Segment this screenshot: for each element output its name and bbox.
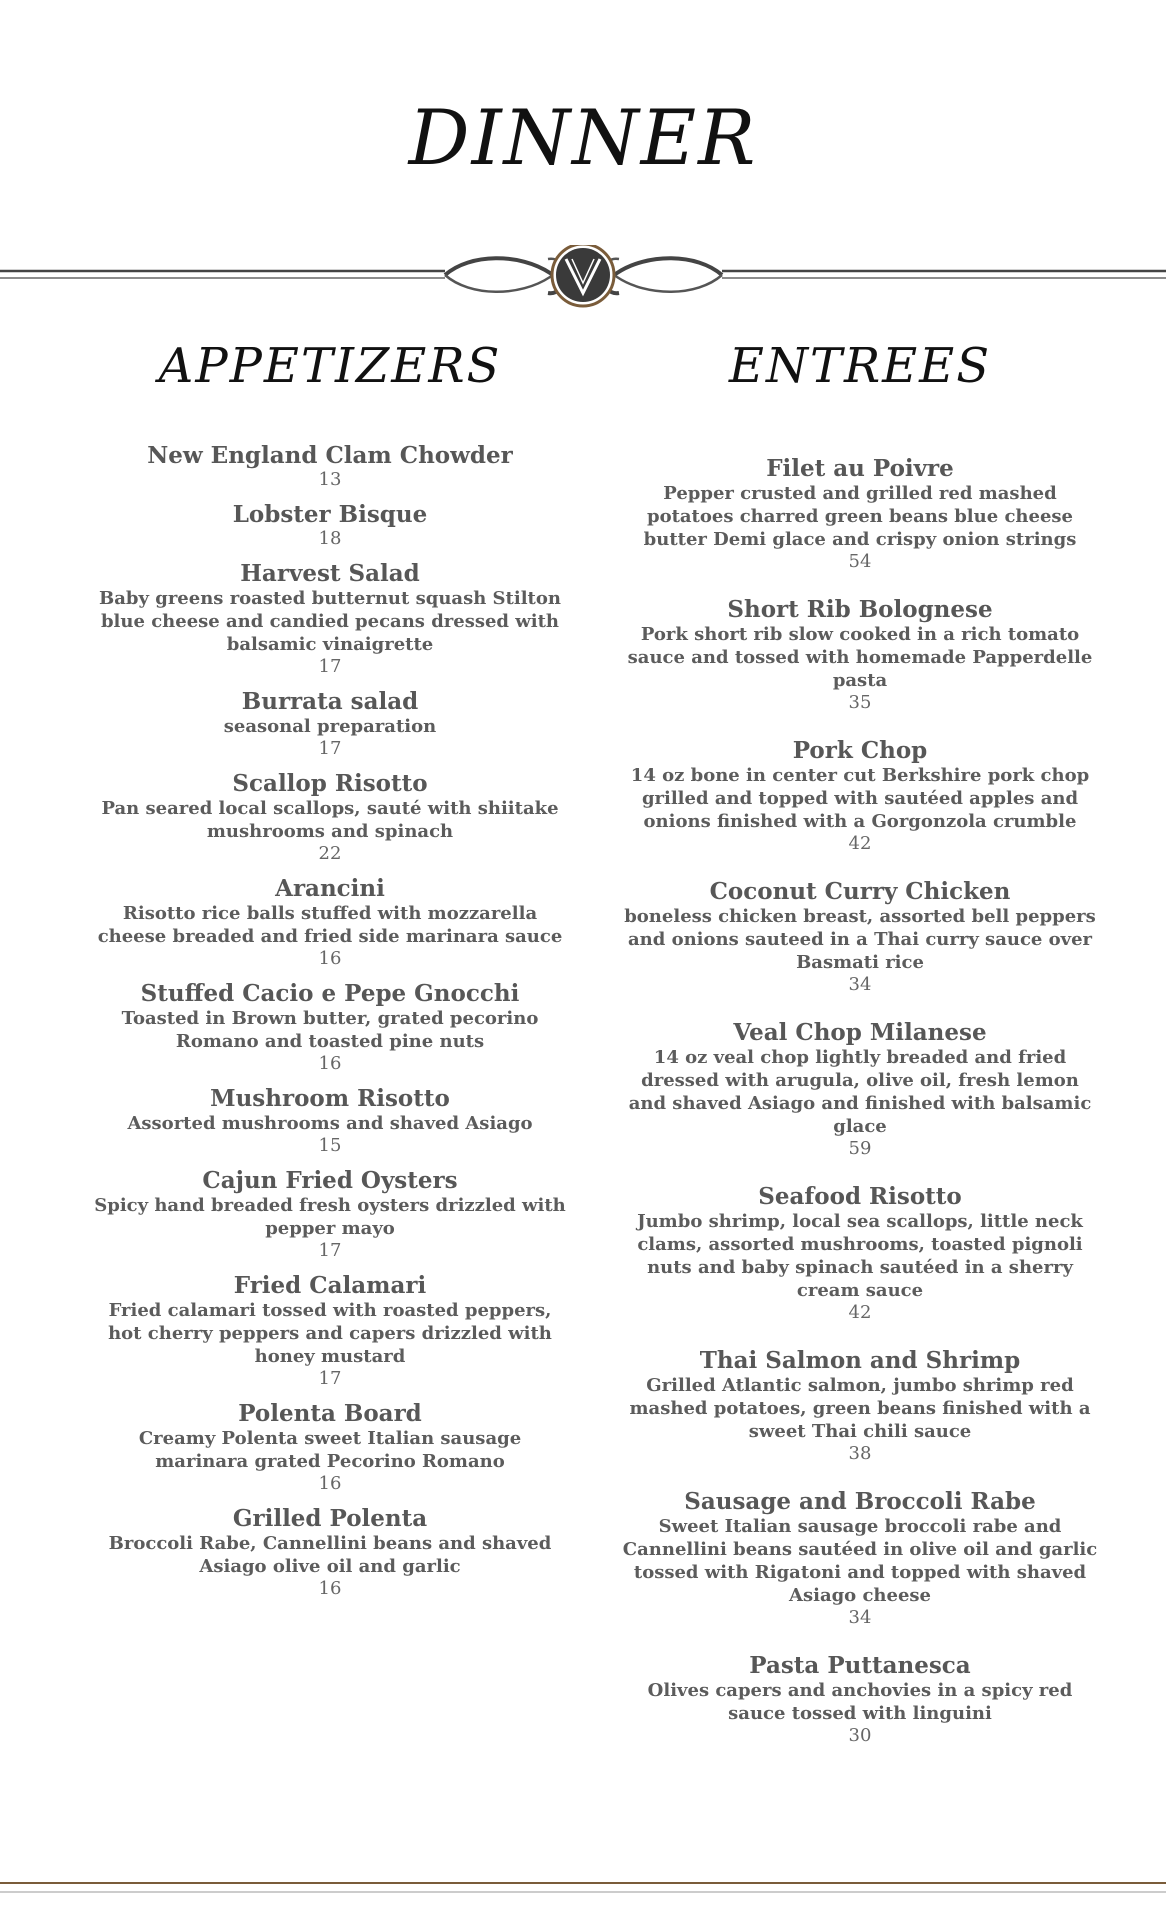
menu-item-name: Cajun Fried Oysters: [202, 1167, 458, 1194]
menu-item-price: 16: [318, 1578, 342, 1599]
menu-item-description: Fried calamari tossed with roasted peppers, hot cherry peppers and capers drizzled with honey mustard: [108, 1300, 552, 1367]
menu-item: [90, 502, 570, 550]
menu-item-description: boneless chicken breast, assorted bell peppers and onions sauteed in a Thai curry sauce over Basmati rice: [624, 906, 1096, 973]
menu-item: [622, 879, 1098, 996]
menu-item-price: 34: [848, 1607, 872, 1628]
menu-item: [622, 738, 1098, 855]
menu-item-name: Fried Calamari: [233, 1272, 427, 1299]
menu-item-description: 14 oz veal chop lightly breaded and fried dressed with arugula, olive oil, fresh lemon and shaved Asiago and finished with balsamic glace: [628, 1047, 1092, 1137]
menu-item: [622, 1020, 1098, 1160]
menu-item-description: Pepper crusted and grilled red mashed potatoes charred green beans blue cheese butter Demi glace and crispy onion strings: [643, 483, 1077, 550]
menu-item-price: 18: [318, 528, 342, 549]
menu-item-price: 17: [318, 656, 342, 677]
menu-item-price: 16: [318, 1473, 342, 1494]
menu-item-description: Assorted mushrooms and shaved Asiago: [127, 1113, 533, 1134]
menu-item-name: New England Clam Chowder: [147, 442, 513, 469]
menu-item-description: Creamy Polenta sweet Italian sausage marinara grated Pecorino Romano: [138, 1428, 522, 1472]
menu-item-name: Coconut Curry Chicken: [709, 878, 1011, 905]
menu-item-description: Olives capers and anchovies in a spicy red sauce tossed with linguini: [647, 1680, 1073, 1724]
appetizers-list: [90, 443, 570, 1600]
menu-item: [622, 597, 1098, 714]
menu-item-name: Thai Salmon and Shrimp: [699, 1347, 1021, 1374]
menu-item-description: Spicy hand breaded fresh oysters drizzled with pepper mayo: [94, 1195, 566, 1239]
menu-item: [90, 689, 570, 760]
menu-item-name: Filet au Poivre: [766, 455, 954, 482]
menu-item: [90, 443, 570, 491]
menu-item-price: 30: [848, 1725, 872, 1746]
menu-item-price: 38: [848, 1443, 872, 1464]
menu-item: [90, 1506, 570, 1600]
entrees-list: [622, 456, 1098, 1747]
menu-item-description: Grilled Atlantic salmon, jumbo shrimp red mashed potatoes, green beans finished with a sweet Thai chili sauce: [629, 1375, 1091, 1442]
menu-item-name: Pasta Puttanesca: [749, 1652, 971, 1679]
menu-item-price: 22: [318, 843, 342, 864]
menu-item-price: 42: [848, 833, 872, 854]
menu-item: [90, 1168, 570, 1262]
menu-item-name: Scallop Risotto: [232, 770, 428, 797]
menu-item-name: Mushroom Risotto: [210, 1085, 450, 1112]
menu-item-description: Toasted in Brown butter, grated pecorino Romano and toasted pine nuts: [121, 1008, 539, 1052]
menu-item-description: Sweet Italian sausage broccoli rabe and Cannellini beans sautéed in olive oil and garlic tossed with Rigatoni and topped with shaved Asiago cheese: [622, 1516, 1098, 1606]
menu-item: [90, 561, 570, 678]
menu-item: [90, 771, 570, 865]
menu-item: [622, 456, 1098, 573]
menu-item: [90, 1273, 570, 1390]
menu-item: [90, 1086, 570, 1157]
menu-item-price: 35: [848, 692, 872, 713]
menu-item: [622, 1489, 1098, 1629]
menu-item-description: Pan seared local scallops, sauté with shiitake mushrooms and spinach: [101, 798, 559, 842]
menu-item-description: Baby greens roasted butternut squash Stilton blue cheese and candied pecans dressed with balsamic vinaigrette: [99, 588, 561, 655]
appetizers-heading: APPETIZERS: [158, 338, 502, 394]
menu-item-name: Grilled Polenta: [232, 1505, 428, 1532]
menu-item-description: Risotto rice balls stuffed with mozzarella cheese breaded and fried side marinara sauce: [97, 903, 563, 947]
menu-item-price: 16: [318, 948, 342, 969]
menu-item-description: Pork short rib slow cooked in a rich tomato sauce and tossed with homemade Papperdelle pasta: [627, 624, 1093, 691]
menu-item-name: Seafood Risotto: [758, 1183, 962, 1210]
menu-item-description: seasonal preparation: [223, 716, 437, 737]
menu-item-price: 17: [318, 1240, 342, 1261]
menu-item: [90, 876, 570, 970]
menu-item-price: 17: [318, 1368, 342, 1389]
menu-item-price: 13: [318, 469, 342, 490]
menu-item-price: 59: [848, 1138, 872, 1159]
menu-item-name: Sausage and Broccoli Rabe: [684, 1488, 1036, 1515]
menu-item-description: Broccoli Rabe, Cannellini beans and shaved Asiago olive oil and garlic: [108, 1533, 552, 1577]
menu-item-name: Polenta Board: [238, 1400, 422, 1427]
menu-item: [90, 1401, 570, 1495]
menu-item-description: 14 oz bone in center cut Berkshire pork chop grilled and topped with sautéed apples and onions finished with a Gorgonzola crumble: [630, 765, 1090, 832]
menu-item-price: 17: [318, 738, 342, 759]
menu-item-price: 34: [848, 974, 872, 995]
menu-item-name: Harvest Salad: [240, 560, 420, 587]
menu-item: [622, 1653, 1098, 1747]
menu-item: [622, 1348, 1098, 1465]
menu-item-name: Short Rib Bolognese: [727, 596, 993, 623]
menu-item: [90, 981, 570, 1075]
menu-item-name: Pork Chop: [792, 737, 928, 764]
header-divider: [0, 245, 1166, 325]
menu-item-price: 42: [848, 1302, 872, 1323]
menu-title: DINNER: [408, 93, 758, 182]
menu-item-name: Arancini: [275, 875, 385, 902]
menu-item: [622, 1184, 1098, 1324]
menu-item-name: Veal Chop Milanese: [733, 1019, 987, 1046]
menu-item-price: 16: [318, 1053, 342, 1074]
menu-item-name: Stuffed Cacio e Pepe Gnocchi: [140, 980, 520, 1007]
menu-item-price: 54: [848, 551, 872, 572]
entrees-heading: ENTREES: [728, 338, 992, 394]
monogram-emblem-icon: [552, 245, 614, 306]
footer-divider: [0, 1880, 1166, 1900]
menu-item-price: 15: [318, 1135, 342, 1156]
menu-item-description: Jumbo shrimp, local sea scallops, little neck clams, assorted mushrooms, toasted pignoli nuts and baby spinach sautéed in a sherry cream sauce: [637, 1211, 1083, 1301]
menu-item-name: Burrata salad: [241, 688, 419, 715]
menu-item-name: Lobster Bisque: [232, 501, 428, 528]
